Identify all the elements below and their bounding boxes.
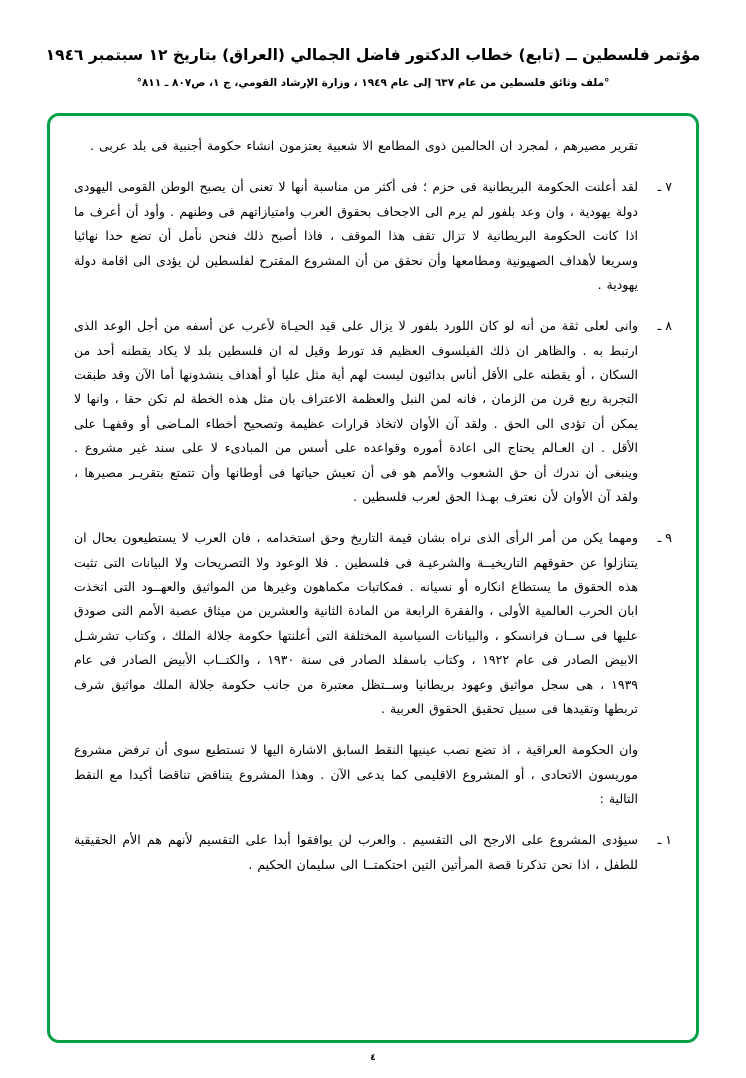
page-number: ٤ (370, 1053, 376, 1063)
paragraph-text: وان الحكومة العراقية ، اذ تضع نصب عينيها النقط السابق الاشارة اليها لا تستطيع سوى أن ترفض مشروع موريسون الاتحادى ، أو المشروع الاقليمى كما يدعى الآن . وهذا المشروع يتناقض تناقضا أكيدا مع النقط التالية : (74, 742, 638, 806)
paragraph (74, 314, 672, 509)
paragraph-text: ومهما يكن من أمر الرأى الذى نراه بشان قيمة التاريخ وحق استخدامه ، فان العرب لا يستطيعون بحال ان يتنازلوا عن حقوقهم التاريخيــة والشرعيـة فى فلسطين . فلا الوعود ولا التصريحات ولا البيانات التى تثبت هذه الحقوق ما يستطاع انكاره أو نسيانه . فمكاتبات مكماهون وغيرها من المواثيق والعهــود التى اتخذت ابان الحرب العالمية الأولى ، والفقرة الرابعة من المادة الثانية والعشرين من ميثاق عصبة الأمم التى صودق عليها فى ســان فرانسكو ، والبيانات السياسية المختلفة التى أعلنتها حكومة جلالة الملك ، وكتاب تشرشـل الابيض الصادر فى عام ١٩٢٢ ، وكتاب باسفلد الصادر فى سنة ١٩٣٠ ، والكتــاب الأبيض الصادر فى عام ١٩٣٩ ، هى سجل مواثيق وعهود بريطانيا وســتظل معتبرة من جانب حكومة جلالة الملك مواثيق شرف تربطها وتقيدها فى سبيل تحقيق الحقوق العربية . (74, 530, 638, 716)
paragraph-text: تقرير مصيرهم ، لمجرد ان الحالمين ذوى المطامع الا شعبية يعتزمون انشاء حكومة أجنبية فى بلد عربى . (90, 138, 638, 153)
paragraph-marker: ٩ ـ (657, 530, 672, 546)
source-citation: °ملف وثائق فلسطين من عام ٦٣٧ إلى عام ١٩٤٩ ، وزارة الإرشاد القومي، ج ١، ص٨٠٧ ـ ٨١١° (136, 77, 610, 90)
content-body (74, 134, 672, 1028)
paragraph-marker (638, 738, 672, 811)
paragraph-text: سيؤدى المشروع على الارجح الى التقسيم . والعرب لن يوافقوا أبدا على التقسيم لأنهم هم الأم الحقيقية للطفل ، اذا نحن تذكرنا قصة المرأتين التين احتكمتــا الى سليمان الحكيم . (74, 832, 638, 872)
page-title: مؤتمر فلسطين ــ (تابع) خطاب الدكتور فاضل الجمالي (العراق) بتاريخ ١٢ سبتمبر ١٩٤٦ (45, 46, 701, 64)
paragraph-text: لقد أعلنت الحكومة البريطانية فى حزم ؛ فى أكثر من مناسبة أنها لا تعنى أن يصبح الوطن القومى اليهودى دولة يهودية ، وان وعد بلفور لم يرم الى الاجحاف بحقوق العرب وامتيازاتهم فى وطنهم . وأود أن أعرف ما اذا كانت الحكومة البريطانية لا تزال تقف هذا الموقف ، فاذا أصبح ذلك فنحن نأمل أن تضع حدا نهائيا وسريعا لأهداف الصهيونية ومطامعها وأن نحقق من أن المشروع المقترح لفلسطين لن يؤدى الى اقامة دولة يهودية . (74, 179, 638, 292)
paragraph (74, 526, 672, 721)
paragraph (74, 175, 672, 297)
paragraph-text: وانى لعلى ثقة من أنه لو كان اللورد بلفور لا يزال على قيد الحيـاة لأعرب عن أسفه من أجل الوعد الذى ارتبط به . والظاهر ان ذلك الفيلسوف العظيم قد تورط وقيل له ان فلسطين بلد لا يكاد يقطنه أحد من السكان ، أو يقطنه على الأقل أناس بدائيون ليست لهم أية مثل عليا أو أهداف ينشدونها أما الآن وقد طبقت التجربة ربع قرن من الزمان ، فانه لمن النبل والعظمة الاعتراف بان مثل هذه الخطة لم تكن حقا ، وانها لا يمكن أن تؤدى الى الحق . ولقد آن الأوان لاتخاذ قرارات عظيمة وتصحيح أخطاء المـاضى أو وقفهـا على الأقل . ان العـالم يحتاج الى اعادة أموره وقواعده على أسس من المبادىء لا على سند غير مشروع . وينبغى أن ندرك أن حق الشعوب والأمم هو فى أن تعيش حياتها فى أوطانها وأن تتمتع بتقريـر مصيرها ، ولقد آن الأوان لأن نعترف بهـذا الحق لعرب فلسطين . (74, 318, 638, 504)
content-frame (47, 113, 699, 1043)
paragraph-marker: ١ ـ (657, 832, 672, 848)
paragraph-marker (638, 134, 672, 158)
paragraph-marker: ٧ ـ (657, 179, 672, 195)
paragraph (74, 134, 672, 158)
paragraph-marker: ٨ ـ (657, 318, 672, 334)
paragraph (74, 828, 672, 877)
document-header (0, 44, 746, 89)
paragraph (74, 738, 672, 811)
